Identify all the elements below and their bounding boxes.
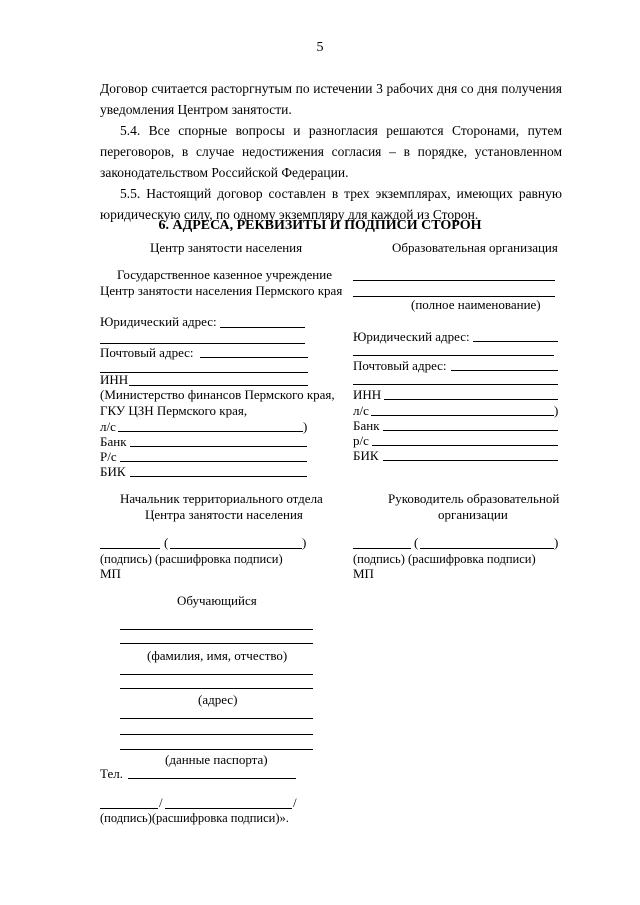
right-legal-address-label: Юридический адрес: xyxy=(353,329,470,344)
left-inn-field xyxy=(129,385,308,386)
right-signature-field xyxy=(353,548,411,549)
left-legal-address-label: Юридический адрес: xyxy=(100,314,217,329)
student-tel-field xyxy=(128,778,296,779)
left-org-line1: Государственное казенное учреждение xyxy=(117,267,332,282)
left-gku-text: ГКУ ЦЗН Пермского края, xyxy=(100,403,248,418)
student-fio-field-1 xyxy=(120,629,313,630)
left-postal-address-field xyxy=(200,357,308,358)
right-signature-decoding-field xyxy=(420,548,554,549)
right-ls-close: ) xyxy=(554,403,559,418)
left-rs-field xyxy=(120,461,307,462)
left-stamp-mp: МП xyxy=(100,566,121,581)
left-postal-address-field-2 xyxy=(100,372,308,373)
paragraph-termination: Договор считается расторгнутым по истечении 3 рабочих дня со дня получения уведомления Центром занятости. xyxy=(100,81,562,117)
left-bank-field xyxy=(130,446,307,447)
right-bik-field xyxy=(383,460,558,461)
section-heading: 6. АДРЕСА, РЕКВИЗИТЫ И ПОДПИСИ СТОРОН xyxy=(158,218,482,233)
left-org-line2: Центр занятости населения Пермского края xyxy=(100,283,343,298)
left-rs-label: Р/с xyxy=(100,449,117,464)
right-postal-address-field xyxy=(451,370,558,371)
left-bank-label: Банк xyxy=(100,434,127,449)
right-signer-line1: Руководитель образовательной xyxy=(388,491,560,506)
right-full-name-field-1 xyxy=(353,280,555,281)
student-title: Обучающийся xyxy=(177,593,257,608)
right-bank-field xyxy=(383,430,558,431)
student-signature-field xyxy=(100,808,158,809)
right-legal-address-field-2 xyxy=(353,355,554,356)
left-postal-address-label: Почтовый адрес: xyxy=(100,345,194,360)
paragraph-5-4: 5.4. Все спорные вопросы и разногласия решаются Сторонами, путем переговоров, в случае недостижения согласия – в порядке, установленном законодательством Российской Федерации. xyxy=(100,123,562,180)
student-passport-field-1 xyxy=(120,718,313,719)
right-signer-line2: организации xyxy=(438,507,508,522)
right-postal-address-field-2 xyxy=(353,384,558,385)
right-column-title: Образовательная организация xyxy=(392,240,558,255)
right-inn-field xyxy=(384,399,558,400)
student-passport-field-2 xyxy=(120,734,313,735)
right-bik-label: БИК xyxy=(353,448,379,463)
student-fio-field-2 xyxy=(120,643,313,644)
student-fio-caption: (фамилия, имя, отчество) xyxy=(147,648,288,663)
right-full-name-caption: (полное наименование) xyxy=(411,297,541,312)
right-bank-label: Банк xyxy=(353,418,380,433)
right-stamp-mp: МП xyxy=(353,566,374,581)
right-signature-caption: (подпись) (расшифровка подписи) xyxy=(353,552,536,566)
left-bik-label: БИК xyxy=(100,464,126,479)
right-legal-address-field xyxy=(473,341,558,342)
left-signer-line1: Начальник территориального отдела xyxy=(120,491,323,506)
right-ls-label: л/с xyxy=(353,403,369,418)
right-inn-label: ИНН xyxy=(353,387,382,402)
left-sign-open: ( xyxy=(164,535,169,550)
left-signer-line2: Центра занятости населения xyxy=(145,507,303,522)
left-ls-close: ) xyxy=(303,419,308,434)
left-bik-field xyxy=(130,476,307,477)
student-passport-caption: (данные паспорта) xyxy=(165,752,268,767)
left-sign-close: ) xyxy=(302,535,307,550)
right-ls-field xyxy=(371,415,554,416)
left-legal-address-field-2 xyxy=(100,343,305,344)
right-rs-field xyxy=(372,445,558,446)
student-sign-sep1: / xyxy=(159,795,163,810)
student-tel-label: Тел. xyxy=(100,766,123,781)
student-sign-sep2: / xyxy=(293,795,297,810)
page-number: 5 xyxy=(316,40,324,55)
left-ls-field xyxy=(118,431,303,432)
left-inn-label: ИНН xyxy=(100,372,129,387)
student-address-field-1 xyxy=(120,674,313,675)
right-sign-open: ( xyxy=(414,535,419,550)
left-signature-decoding-field xyxy=(170,548,302,549)
student-signature-caption: (подпись)(расшифровка подписи)». xyxy=(100,811,289,825)
paragraph-5-5: 5.5. Настоящий договор составлен в трех экземплярах, имеющих равную юридическую силу, по одному экземпляру для каждой из Сторон. xyxy=(100,186,562,222)
left-signature-caption: (подпись) (расшифровка подписи) xyxy=(100,552,283,566)
right-rs-label: р/с xyxy=(353,433,369,448)
student-address-field-2 xyxy=(120,688,313,689)
student-passport-field-3 xyxy=(120,749,313,750)
left-column-title: Центр занятости населения xyxy=(150,240,303,255)
left-ministry-text: (Министерство финансов Пермского края, xyxy=(100,387,335,402)
student-address-caption: (адрес) xyxy=(198,692,238,707)
left-legal-address-field xyxy=(220,327,305,328)
student-signature-decoding-field xyxy=(165,808,292,809)
left-signature-field xyxy=(100,548,160,549)
right-sign-close: ) xyxy=(554,535,559,550)
right-postal-address-label: Почтовый адрес: xyxy=(353,358,447,373)
left-ls-label: л/с xyxy=(100,419,116,434)
